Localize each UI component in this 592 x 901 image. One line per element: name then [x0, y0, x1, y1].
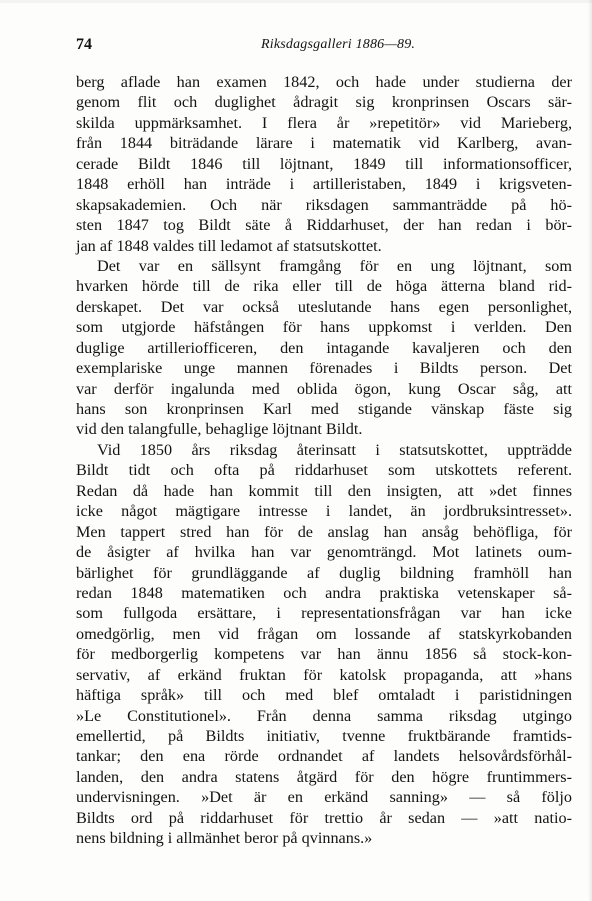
- page-top-edge: [0, 0, 592, 3]
- text-line: nens bildning i allmänhet beror på qvinnans.»: [76, 829, 373, 848]
- text-line: 1848 erhöll han inträde i artilleristaben, 1849 i krigsveten-: [76, 175, 572, 194]
- text-line: Redan då hade han kommit till den insigten, att »det finnes: [76, 481, 572, 500]
- text-line: Vid 1850 års riksdag återinsatt i statsutskottet, uppträdde: [97, 440, 572, 459]
- text-line: »Le Constitutionel». Från denna samma riksdag utgingo: [76, 706, 572, 725]
- running-head: Riksdagsgalleri 1886—89.: [261, 37, 416, 52]
- text-line: duglige artilleriofficeren, den intagande kavaljeren och den: [76, 338, 572, 357]
- text-line: exemplariske unge mannen förenades i Bildts person. Det: [76, 359, 572, 378]
- text-line: som fullgoda ersättare, i representationsfrågan var han icke: [76, 604, 572, 623]
- text-line: hvarken hörde till de rika eller till de höga ätterna bland rid-: [76, 277, 572, 296]
- text-line: landen, den andra statens åtgärd för den högre fruntimmers-: [76, 767, 572, 786]
- text-line: jan af 1848 valdes till ledamot af statsutskottet.: [76, 236, 382, 255]
- text-line: skilda uppmärksamhet. I flera år »repetitör» vid Marieberg,: [76, 113, 572, 132]
- text-line: var derför ingalunda med oblida ögon, kung Oscar såg, att: [76, 379, 572, 398]
- text-line: bärlighet för grundläggande af duglig bildning framhöll han: [76, 563, 572, 582]
- text-line: tankar; den ena rörde ordnandet af landets helsovårdsförhål-: [76, 747, 572, 766]
- text-line: genom flit och duglighet ådragit sig kronprinsen Oscars sär-: [76, 93, 572, 112]
- text-line: undervisningen. »Det är en erkänd sanning» — så följo: [76, 788, 572, 807]
- text-line: servativ, af erkänd fruktan för katolsk propaganda, att »hans: [76, 665, 572, 684]
- text-line: omedgörlig, men vid frågan om lossande af statskyrkobanden: [76, 624, 572, 643]
- text-line: Bildt tidt och ofta på riddarhuset som utskottets referent.: [76, 461, 572, 480]
- text-line: för medborgerlig kompetens var han ännu 1856 så stock-kon-: [76, 645, 572, 664]
- text-line: berg aflade han examen 1842, och hade under studierna der: [76, 73, 572, 91]
- text-line: skapsakademien. Och när riksdagen sammanträdde på hö-: [76, 195, 572, 214]
- text-line: emellertid, på Bildts initiativ, tvenne fruktbärande framtids-: [76, 727, 572, 745]
- page-right-edge: [588, 0, 592, 901]
- text-line: häftiga språk» till och med blef omtaladt i paristidningen: [76, 686, 572, 705]
- text-line: derskapet. Det var också uteslutande hans egen personlighet,: [76, 297, 572, 316]
- text-line: Det var en sällsynt framgång för en ung löjtnant, som: [97, 256, 572, 275]
- text-line: hans son kronprinsen Karl med stigande vänskap fäste sig: [76, 400, 572, 418]
- text-line: redan 1848 matematiken och andra praktiska vetenskaper så-: [76, 583, 572, 602]
- text-line: sten 1847 tog Bildt säte å Riddarhuset, der han redan i bör-: [76, 216, 572, 235]
- text-line: Men tappert stred han för de anslag han ansåg behöfliga, för: [76, 522, 572, 541]
- text-line: som utgjorde häfstången för hans uppkomst i verlden. Den: [76, 318, 572, 337]
- body-text: [76, 72, 572, 849]
- text-line: de åsigter af hvilka han var genomträngd. Mot latinets oum-: [76, 543, 572, 562]
- text-line: Bildts ord på riddarhuset för trettio år sedan — »att natio-: [76, 808, 572, 827]
- text-line: icke något mägtigare intresse i landet, än jordbruksintresset».: [76, 502, 572, 521]
- text-line: cerade Bildt 1846 till löjtnant, 1849 till informationsofficer,: [76, 154, 572, 173]
- page-header: [76, 36, 562, 60]
- page-number: 74: [76, 36, 92, 53]
- text-line: vid den talangfulle, behaglige löjtnant Bildt.: [76, 420, 363, 439]
- text-line: från 1844 biträdande lärare i matematik vid Karlberg, avan-: [76, 134, 572, 153]
